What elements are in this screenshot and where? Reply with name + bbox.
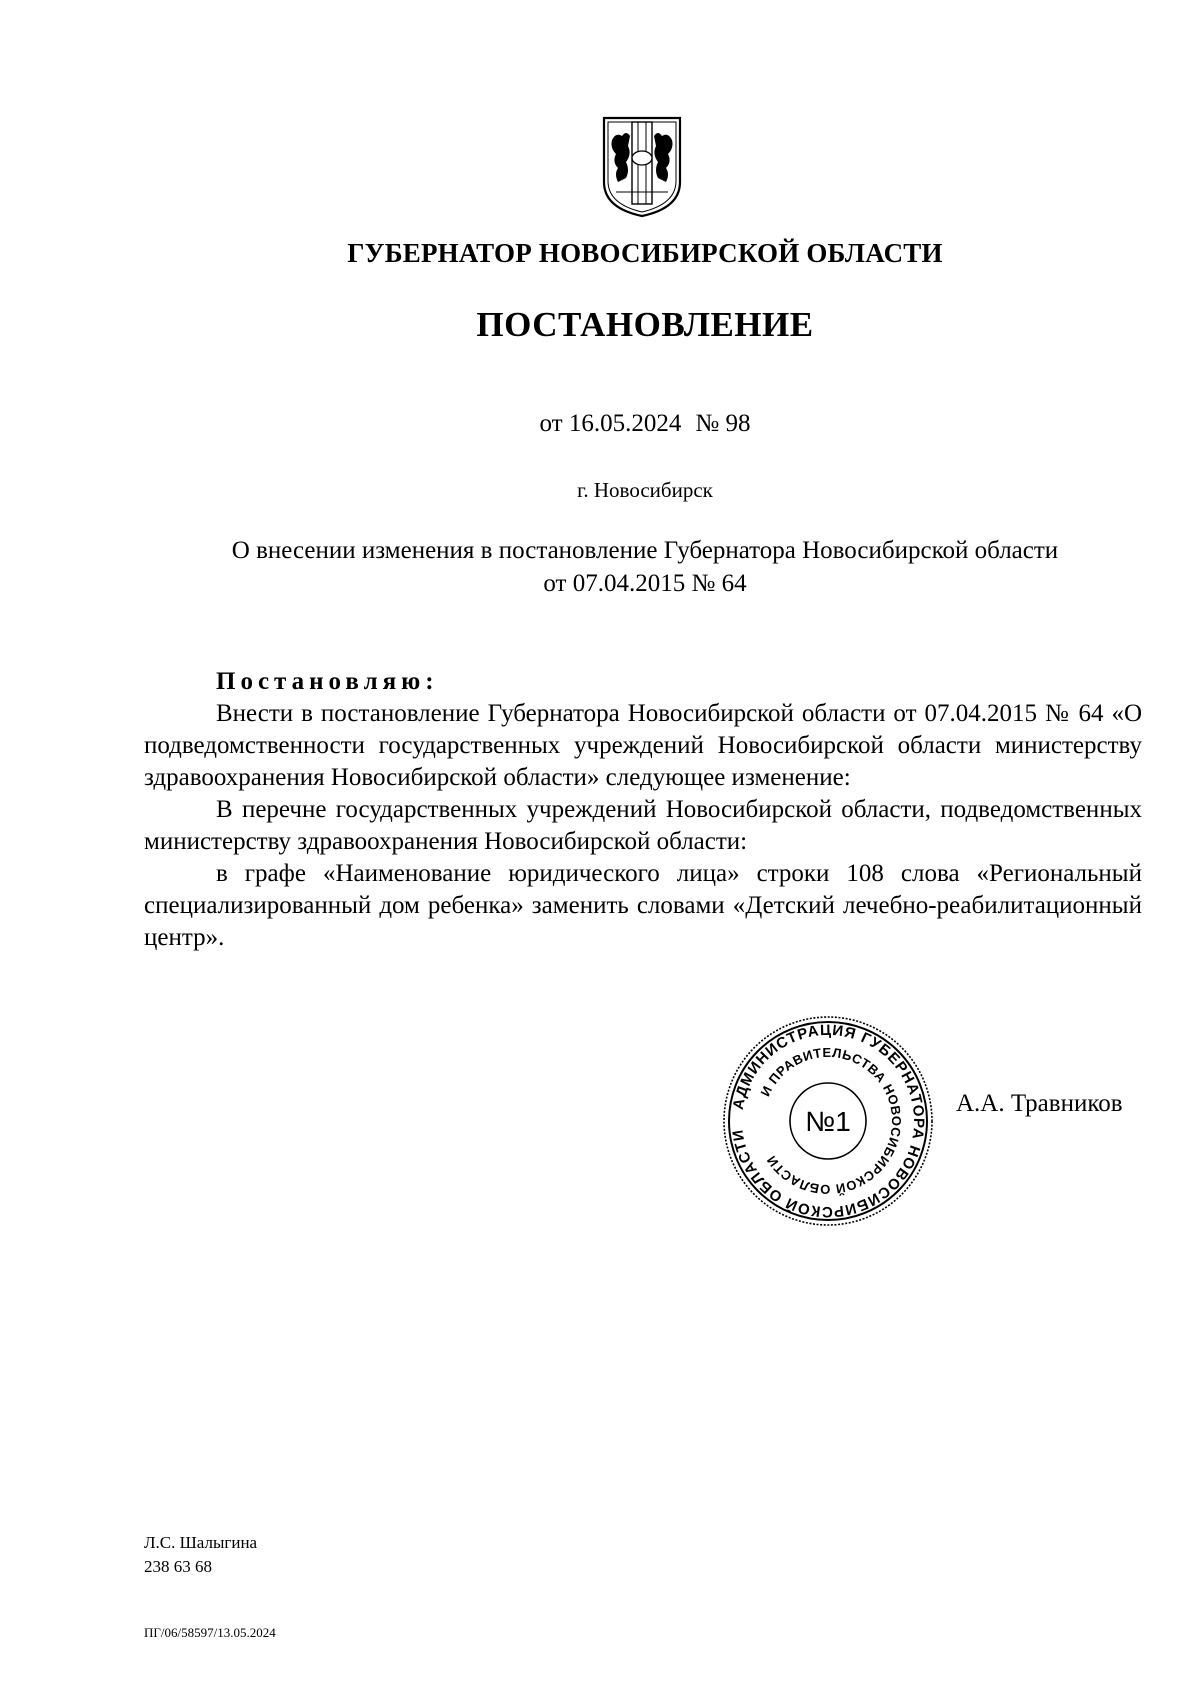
seal-inner-text: И ПРАВИТЕЛЬСТВА НОВОСИБИРСКОЙ ОБЛАСТИ [757, 1044, 905, 1198]
document-date: от 16.05.2024 [539, 410, 682, 437]
document-type-title: ПОСТАНОВЛЕНИЕ [476, 305, 814, 344]
document-date-number [0, 410, 1200, 438]
body-paragraph-3: в графе «Наименование юридического лица» строки 108 слова «Региональный специализированный дом ребенка» заменить словами «Детский лечебно-реабилитационный центр». [144, 860, 1142, 951]
executor-name: Л.С. Шалыгина [144, 1533, 258, 1552]
body-paragraph-1: Внести в постановление Губернатора Новосибирской области от 07.04.2015 № 64 «О подведомственности государственных учреждений Новосибирской области министерству здравоохранения Новосибирской области» следующее изменение: [144, 700, 1142, 791]
seal-center-number: №1 [805, 1106, 851, 1137]
subject-line-2: от 07.04.2015 № 64 [543, 570, 747, 597]
seal-outer-text: АДМИНИСТРАЦИЯ ГУБЕРНАТОРА НОВОСИБИРСКОЙ ОБЛАСТИ [729, 1021, 928, 1221]
official-seal [720, 1013, 936, 1229]
coat-of-arms-icon [596, 112, 688, 220]
signatory-name: А.А. Травников [956, 1090, 1123, 1117]
registration-number: ПГ/06/58597/13.05.2024 [144, 1625, 276, 1640]
document-body [144, 666, 1142, 954]
decree-word: Постановляю: [216, 668, 439, 695]
issuing-authority: ГУБЕРНАТОР НОВОСИБИРСКОЙ ОБЛАСТИ [347, 238, 943, 268]
document-number: № 98 [695, 410, 751, 437]
executor-phone: 238 63 68 [144, 1557, 212, 1576]
subject-line-1: О внесении изменения в постановление Губернатора Новосибирской области [231, 537, 1059, 564]
body-paragraph-2: В перечне государственных учреждений Новосибирской области, подведомственных министерству здравоохранения Новосибирской области: [144, 796, 1142, 855]
executor-block [144, 1531, 257, 1579]
issue-city: г. Новосибирск [577, 478, 713, 502]
document-subject [0, 534, 1200, 600]
